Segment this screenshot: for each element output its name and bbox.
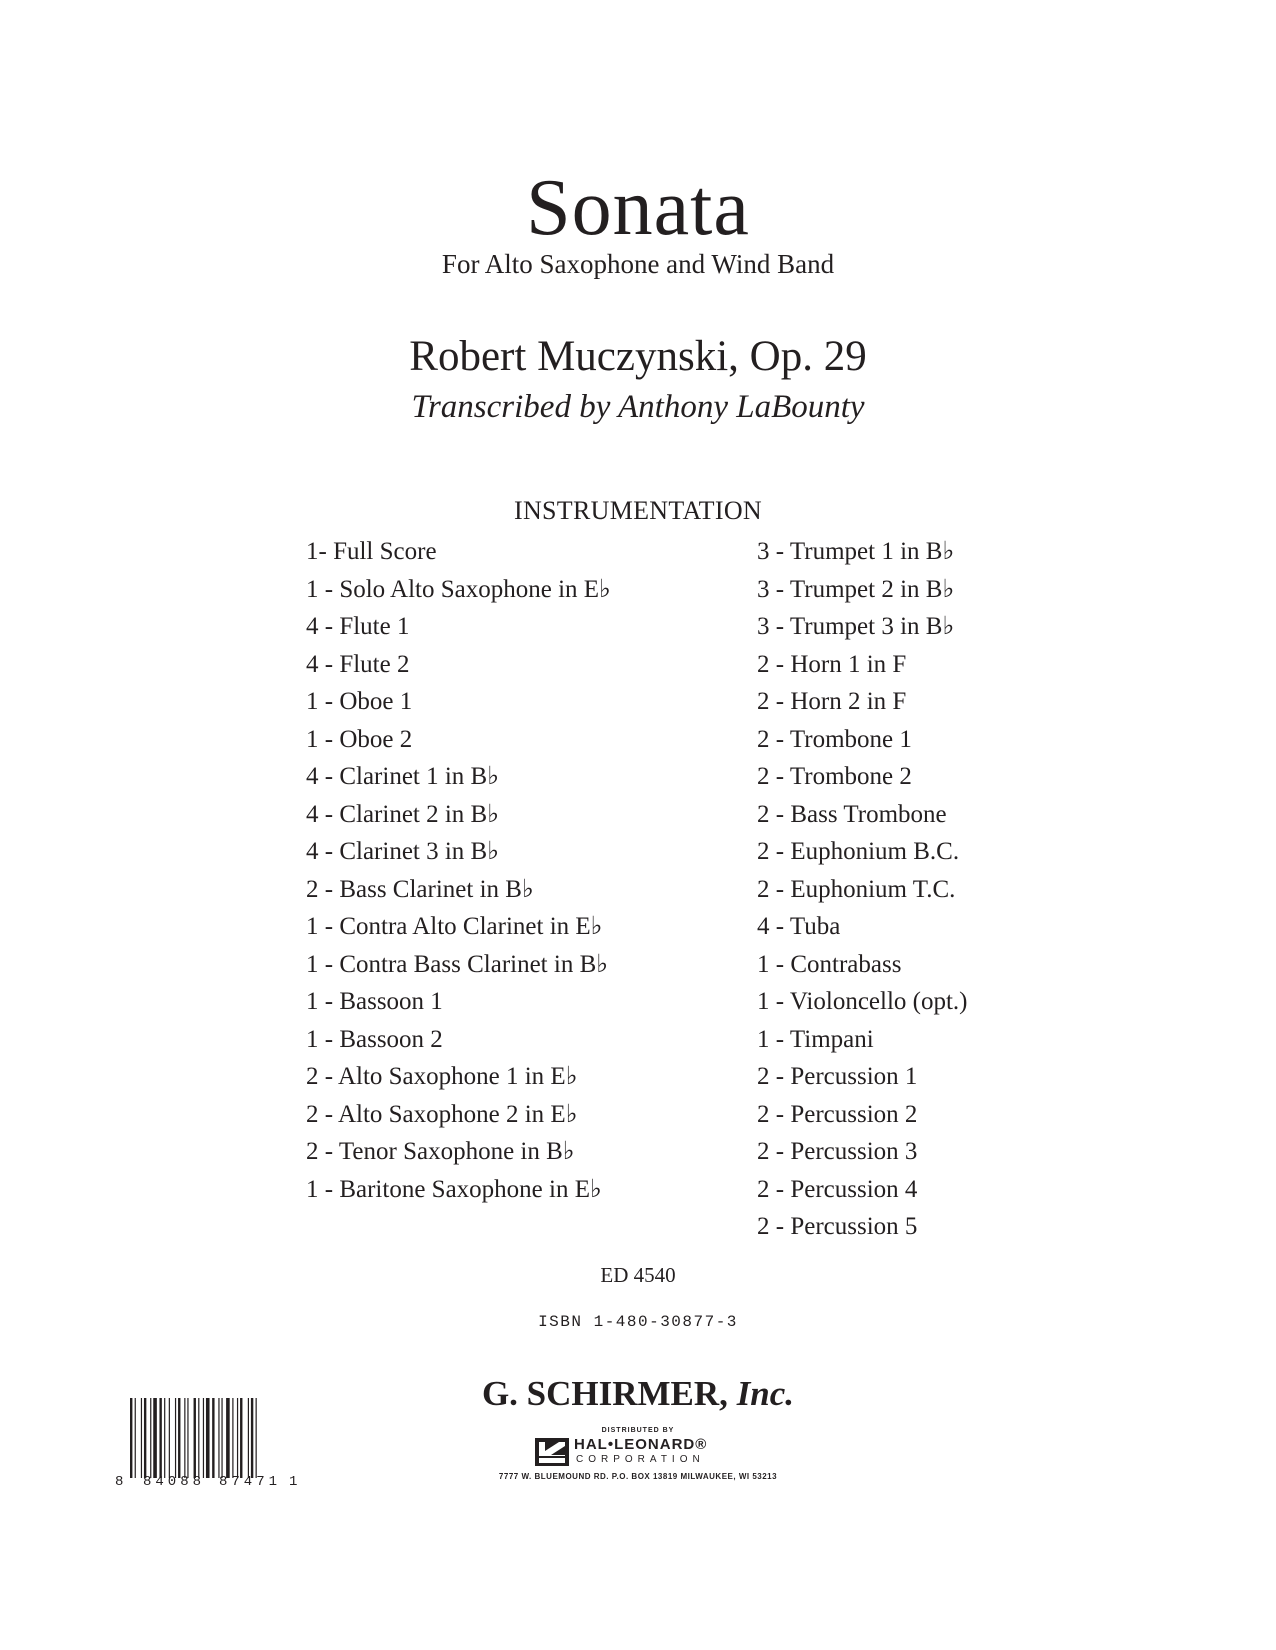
list-item: 1 - Oboe 1 xyxy=(306,688,413,715)
barcode-bar xyxy=(226,1398,230,1478)
transcriber: Transcribed by Anthony LaBounty xyxy=(411,389,865,425)
list-item: 1 - Oboe 2 xyxy=(306,725,413,753)
barcode-bar xyxy=(130,1398,132,1478)
list-item: 4 - Clarinet 1 in B♭ xyxy=(306,763,500,790)
barcode-bar xyxy=(218,1398,219,1478)
barcode-bar xyxy=(212,1398,214,1478)
distributed-by: DISTRIBUTED BY xyxy=(601,1427,675,1434)
barcode-bar xyxy=(198,1398,199,1478)
barcode-bar xyxy=(184,1398,185,1478)
list-item: 2 - Tenor Saxophone in B♭ xyxy=(306,1138,575,1165)
barcode-bar xyxy=(153,1398,157,1478)
list-item: 2 - Percussion 5 xyxy=(757,1213,918,1240)
distributor-name: HAL•LEONARD® xyxy=(574,1436,708,1453)
list-item: 2 - Alto Saxophone 2 in E♭ xyxy=(306,1100,578,1128)
list-item: 4 - Tuba xyxy=(757,913,841,940)
list-item: 4 - Clarinet 2 in B♭ xyxy=(306,800,500,828)
barcode-check-digit: 1 xyxy=(289,1474,298,1490)
list-item: 2 - Percussion 3 xyxy=(757,1138,918,1165)
barcode-icon xyxy=(130,1398,297,1478)
list-item: 4 - Flute 2 xyxy=(306,650,410,678)
isbn: ISBN 1-480-30877-3 xyxy=(538,1313,738,1331)
list-item: 1 - Baritone Saxophone in E♭ xyxy=(306,1175,602,1203)
barcode-bar xyxy=(141,1398,142,1478)
instrumentation-right-column xyxy=(757,533,968,1246)
list-item: 4 - Flute 1 xyxy=(306,613,410,640)
list-item: 2 - Percussion 2 xyxy=(757,1100,918,1128)
publisher-suffix: Inc. xyxy=(736,1374,795,1413)
list-item: 1 - Bassoon 1 xyxy=(306,988,443,1015)
barcode-bar xyxy=(144,1398,146,1478)
page-title: Sonata xyxy=(526,164,750,252)
barcode-bar xyxy=(221,1398,222,1478)
list-item: 1 - Solo Alto Saxophone in E♭ xyxy=(306,575,611,603)
list-item: 2 - Euphonium B.C. xyxy=(757,838,960,865)
list-item: 3 - Trumpet 1 in B♭ xyxy=(757,538,955,565)
barcode-bar xyxy=(178,1398,180,1478)
instrumentation-heading: INSTRUMENTATION xyxy=(514,496,762,525)
list-item: 3 - Trumpet 3 in B♭ xyxy=(757,613,955,640)
barcode-bar xyxy=(256,1398,257,1478)
list-item: 2 - Horn 2 in F xyxy=(757,688,907,715)
barcode-bar xyxy=(159,1398,161,1478)
list-item: 2 - Trombone 2 xyxy=(757,763,912,790)
barcode-bar xyxy=(240,1398,242,1478)
edition-number: ED 4540 xyxy=(600,1263,676,1287)
barcode-bar xyxy=(248,1398,249,1478)
list-item: 2 - Percussion 4 xyxy=(757,1175,918,1203)
barcode-bar xyxy=(169,1398,170,1478)
list-item: 1 - Contrabass xyxy=(757,950,902,978)
barcode-bar xyxy=(187,1398,188,1478)
list-item: 1 - Timpani xyxy=(757,1025,874,1053)
list-item: 2 - Horn 1 in F xyxy=(757,650,907,678)
barcode-bar xyxy=(237,1398,238,1478)
list-item: 1 - Bassoon 2 xyxy=(306,1025,443,1053)
barcode-bar xyxy=(150,1398,151,1478)
instrumentation-left-column xyxy=(306,533,611,1208)
barcode-bar xyxy=(194,1398,196,1478)
barcode-lead-digit: 8 xyxy=(115,1474,124,1490)
distributor-corporation: CORPORATION xyxy=(576,1454,705,1465)
list-item: 3 - Trumpet 2 in B♭ xyxy=(757,575,955,603)
list-item: 1 - Violoncello (opt.) xyxy=(757,988,968,1015)
composer: Robert Muczynski, Op. 29 xyxy=(409,333,867,380)
subtitle: For Alto Saxophone and Wind Band xyxy=(441,249,835,279)
list-item: 2 - Alto Saxophone 1 in E♭ xyxy=(306,1063,578,1090)
list-item: 2 - Trombone 1 xyxy=(757,725,912,753)
barcode-bar xyxy=(175,1398,176,1478)
list-item: 4 - Clarinet 3 in B♭ xyxy=(306,838,500,865)
barcode-bar xyxy=(206,1398,210,1478)
list-item: 1 - Contra Bass Clarinet in B♭ xyxy=(306,950,609,978)
barcode-group-2: 87471 xyxy=(219,1474,282,1490)
barcode-bar xyxy=(232,1398,233,1478)
publisher-address: 7777 W. BLUEMOUND RD. P.O. BOX 13819 MILWAUKEE, WI 53213 xyxy=(498,1472,778,1481)
barcode-bar xyxy=(164,1398,165,1478)
list-item: 2 - Bass Trombone xyxy=(757,800,947,828)
barcode-bar xyxy=(203,1398,204,1478)
barcode-bar xyxy=(251,1398,253,1478)
barcode-bar xyxy=(135,1398,136,1478)
barcode-group-1: 84088 xyxy=(143,1474,206,1490)
list-item: 2 - Euphonium T.C. xyxy=(757,875,956,903)
publisher-name-text: G. SCHIRMER, xyxy=(481,1374,728,1413)
list-item: 2 - Bass Clarinet in B♭ xyxy=(306,875,534,903)
list-item: 1 - Contra Alto Clarinet in E♭ xyxy=(306,913,603,940)
list-item: 1- Full Score xyxy=(306,538,437,565)
list-item: 2 - Percussion 1 xyxy=(757,1063,918,1090)
